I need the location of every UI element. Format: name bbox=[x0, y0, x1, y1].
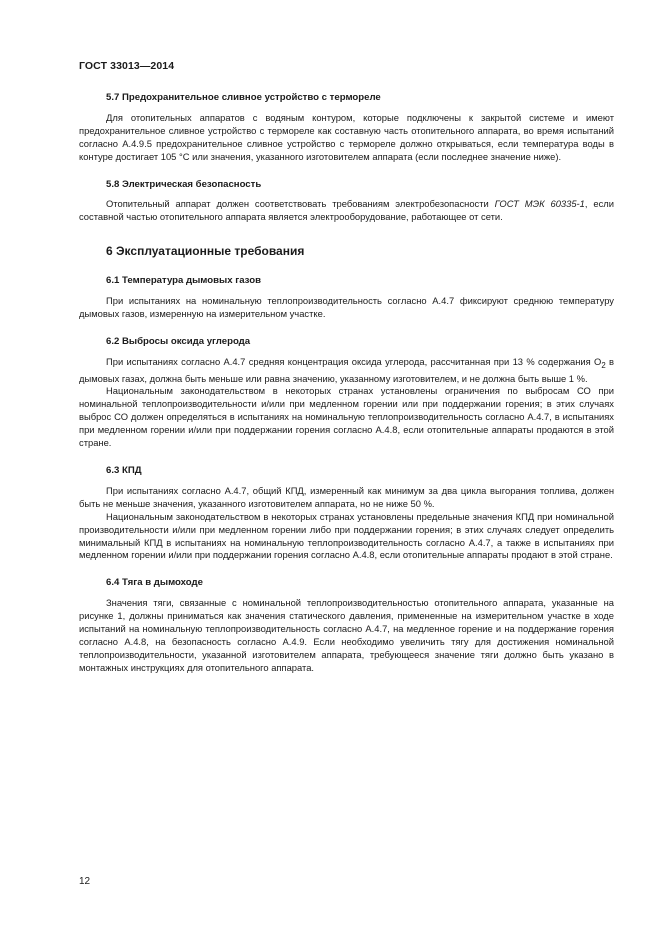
section-5-8-title: 5.8 Электрическая безопасность bbox=[106, 178, 262, 190]
section-6-2-title: 6.2 Выбросы оксида углерода bbox=[106, 335, 251, 347]
section-5-7-title: 5.7 Предохранительное сливное устройство с термореле bbox=[106, 92, 381, 103]
standard-reference: ГОСТ МЭК 60335-1 bbox=[494, 198, 585, 210]
section-5-7-paragraph: Для отопительных аппаратов с водяным контуром, которые подключены к закрытой системе и имеют предохранительное сливное устройство с термореле как составную часть отопительного аппарата, во время испытаний согласно А.4.9.5 предохранительное сливное устройство с термореле должно открываться, если температура воды в контуре достигает 105 °С или значения, указанного изготовителем аппарата (если последнее значение ниже). bbox=[79, 111, 614, 162]
section-5-8-text-a: Отопительный аппарат должен соответствовать требованиям электробезопасности bbox=[106, 198, 495, 210]
section-6-3-paragraph-1: При испытаниях согласно А.4.7, общий КПД, измеренный как минимум за два цикла выгорания топлива, должен быть не меньше значения, указанного изготовителем аппарата, но не ниже 50 %. bbox=[79, 484, 614, 509]
standard-header: ГОСТ 33013—2014 bbox=[79, 60, 175, 72]
section-6-3-title: 6.3 КПД bbox=[106, 465, 142, 476]
section-6-1-title: 6.1 Температура дымовых газов bbox=[106, 275, 261, 287]
document-body bbox=[79, 86, 614, 675]
oxygen-subscript: 2 bbox=[601, 360, 606, 370]
chapter-6-title: 6 Эксплуатационные требования bbox=[106, 244, 305, 259]
section-6-2-paragraph-2: Национальным законодательством в некоторых странах установлены ограничения по выбросам СО при номинальной теплопроизводительности и/или при медленном горении или при поддержании горения; в этих случаях выброс СО должен определяться в испытаниях на номинальную теплопроизводительность согласно А.4.7, в испытаниях при медленном горении и/или при поддержании горения согласно А.4.8, если отопительные аппараты продаются в этой стране. bbox=[79, 385, 614, 449]
section-6-3-paragraph-2: Национальным законодательством в некоторых странах установлены предельные значения КПД при номинальной производительности и/или при медленном горении либо при поддержании горения; в этих случаях следует определить минимальный КПД в испытаниях на номинальную теплопроизводительность согласно А.4.7, а также в испытаниях при медленном горении и/или при поддержании горения согласно А.4.8, если отопительные аппараты продают в этой стране. bbox=[79, 510, 614, 561]
section-6-2-text-a: При испытаниях согласно А.4.7 средняя концентрация оксида углерода, рассчитанная при 13 % содержания О bbox=[106, 355, 602, 367]
section-5-8-text-b: , если составной частью отопительного аппарата является электрооборудование, работающее от сети. bbox=[79, 198, 614, 223]
page-number: 12 bbox=[79, 876, 91, 887]
section-6-2-paragraph-1 bbox=[79, 356, 614, 386]
section-6-1-paragraph: При испытаниях на номинальную теплопроизводительность согласно А.4.7 фиксируют среднюю температуру дымовых газов, измеренную на измерительном участке. bbox=[79, 295, 614, 319]
section-6-2-text-b: в дымовых газах, должна быть меньше или равна значению, указанному изготовителем, и не должна быть выше 1 %. bbox=[79, 355, 614, 384]
section-6-4-title: 6.4 Тяга в дымоходе bbox=[106, 577, 203, 589]
section-6-4-paragraph: Значения тяги, связанные с номинальной теплопроизводительностью отопительного аппарата, указанные на рисунке 1, должны приниматься как значения статического давления, примененные на измерительном участке в ходе испытаний на номинальную теплопроизводительность согласно А.4.7, на медленное горение и на поддержание горения согласно А.4.8, на безопасность согласно А.4.9. Если необходимо увеличить тягу для достижения номинальной теплопроизводительности, указанной изготовителем аппарата, требующееся значение тяги должно быть указано в монтажных инструкциях для отопительного аппарата. bbox=[79, 597, 614, 673]
section-5-8-paragraph bbox=[79, 198, 614, 224]
